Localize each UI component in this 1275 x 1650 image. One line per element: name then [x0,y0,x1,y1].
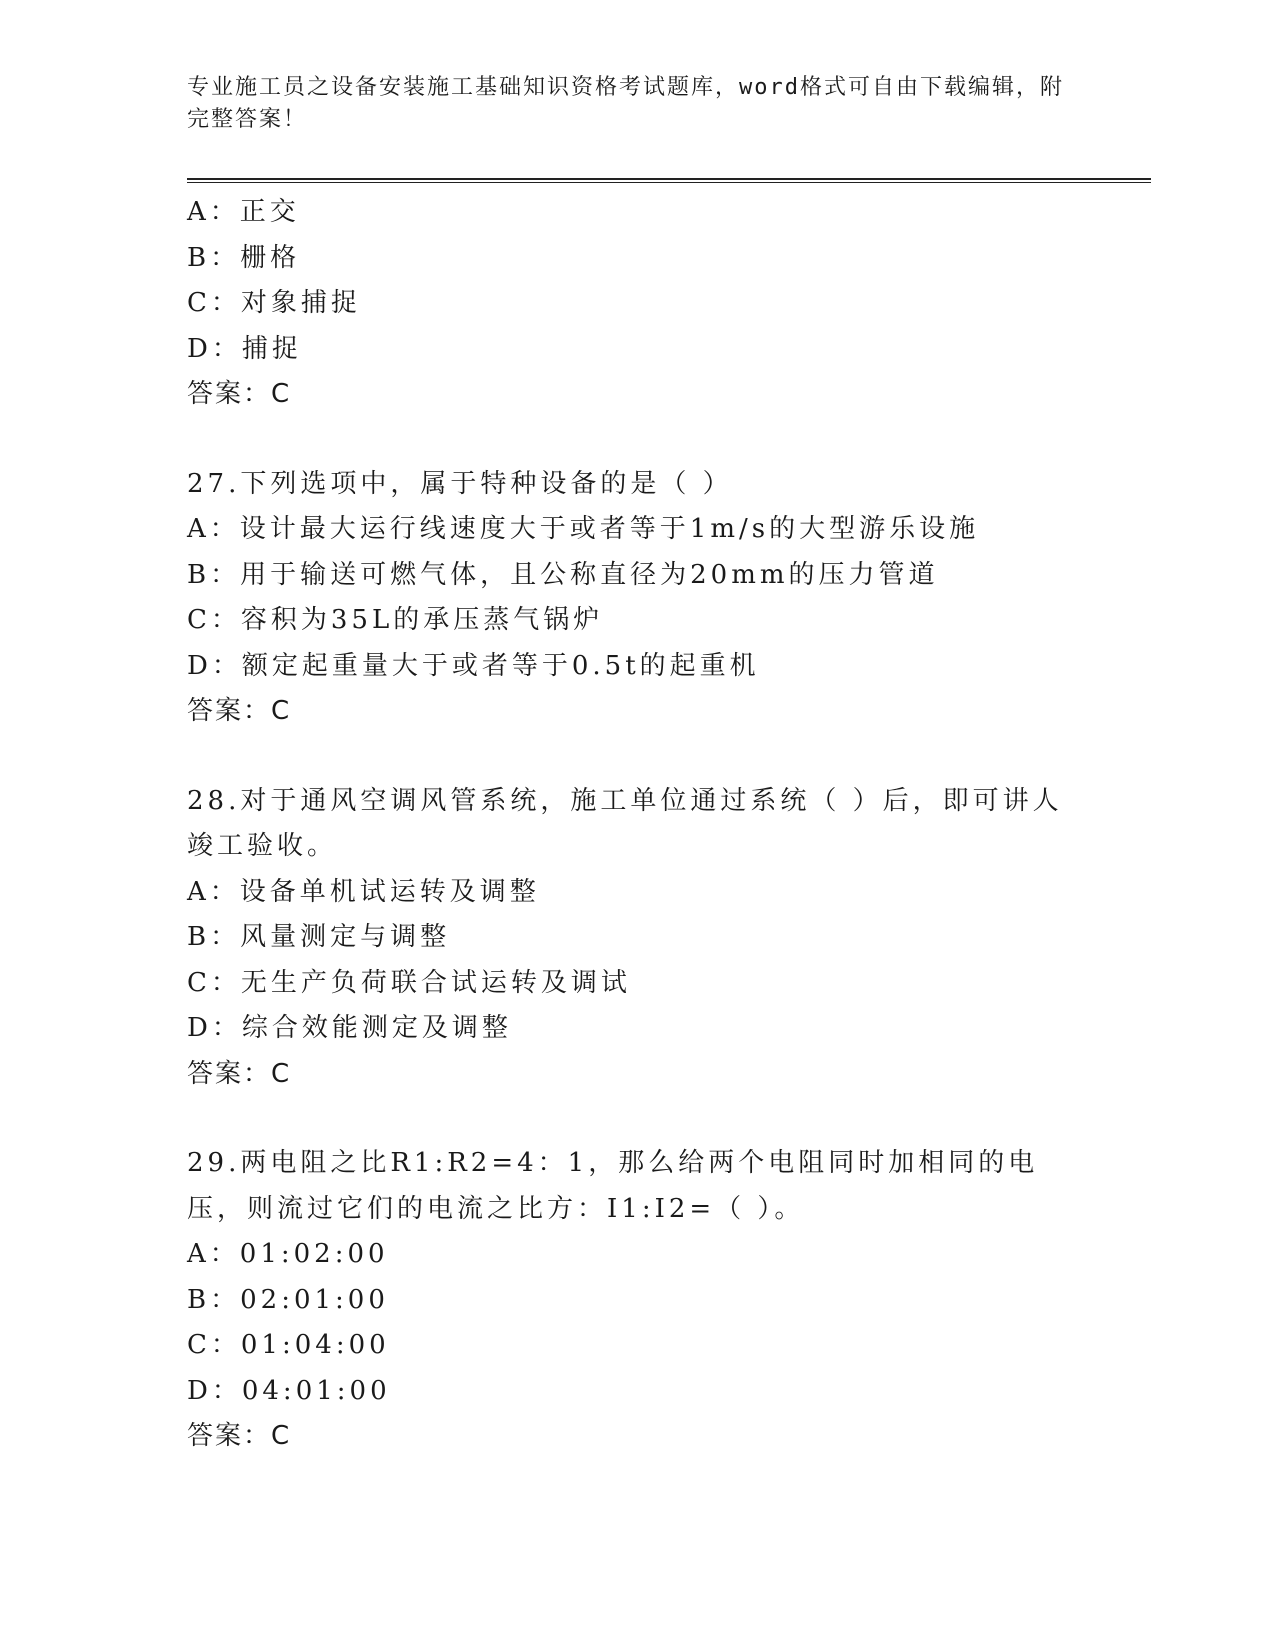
option-d: D：捕捉 [187,333,302,364]
answer-line: 答案：C [187,379,292,409]
option-c: C：无生产负荷联合试运转及调试 [187,967,631,998]
option-b: B：栅格 [187,242,301,273]
question-text: 27.下列选项中，属于特种设备的是（ ） [187,468,733,499]
option-a: A：设备单机试运转及调整 [187,876,540,907]
question-text: 28.对于通风空调风管系统，施工单位通过系统（ ）后，即可讲人竣工验收。 [187,785,1063,861]
option-d: D：额定起重量大于或者等于0.5t的起重机 [187,650,760,681]
answer-line: 答案：C [187,1058,292,1089]
answer-line: 答案：C [187,696,292,726]
option-c: C：对象捕捉 [187,288,361,318]
option-d: D：04:01:00 [187,1375,391,1406]
option-b: B：风量测定与调整 [187,922,451,952]
question-block-29 [187,1141,1147,1460]
option-a: A：正交 [187,197,300,227]
option-a: A：设计最大运行线速度大于或者等于1m/s的大型游乐设施 [187,514,980,544]
option-c: C：容积为35L的承压蒸气锅炉 [187,605,604,635]
question-block-prev [187,190,1147,418]
option-d: D：综合效能测定及调整 [187,1013,512,1043]
document-header: 专业施工员之设备安装施工基础知识资格考试题库，word格式可自由下载编辑，附完整答案！ [187,75,1064,132]
question-text: 29.两电阻之比R1:R2=4：1，那么给两个电阻同时加相同的电压，则流过它们的电流之比方：I1:I2=（ ）。 [187,1148,1039,1224]
question-list [187,190,1147,1460]
question-block-27 [187,462,1147,735]
header-divider [187,178,1151,183]
option-c: C：01:04:00 [187,1330,390,1360]
option-a: A：01:02:00 [187,1239,389,1269]
question-block-28 [187,779,1147,1098]
option-b: B：02:01:00 [187,1284,389,1315]
option-b: B：用于输送可燃气体，且公称直径为20mm的压力管道 [187,559,939,590]
answer-line: 答案：C [187,1421,292,1451]
